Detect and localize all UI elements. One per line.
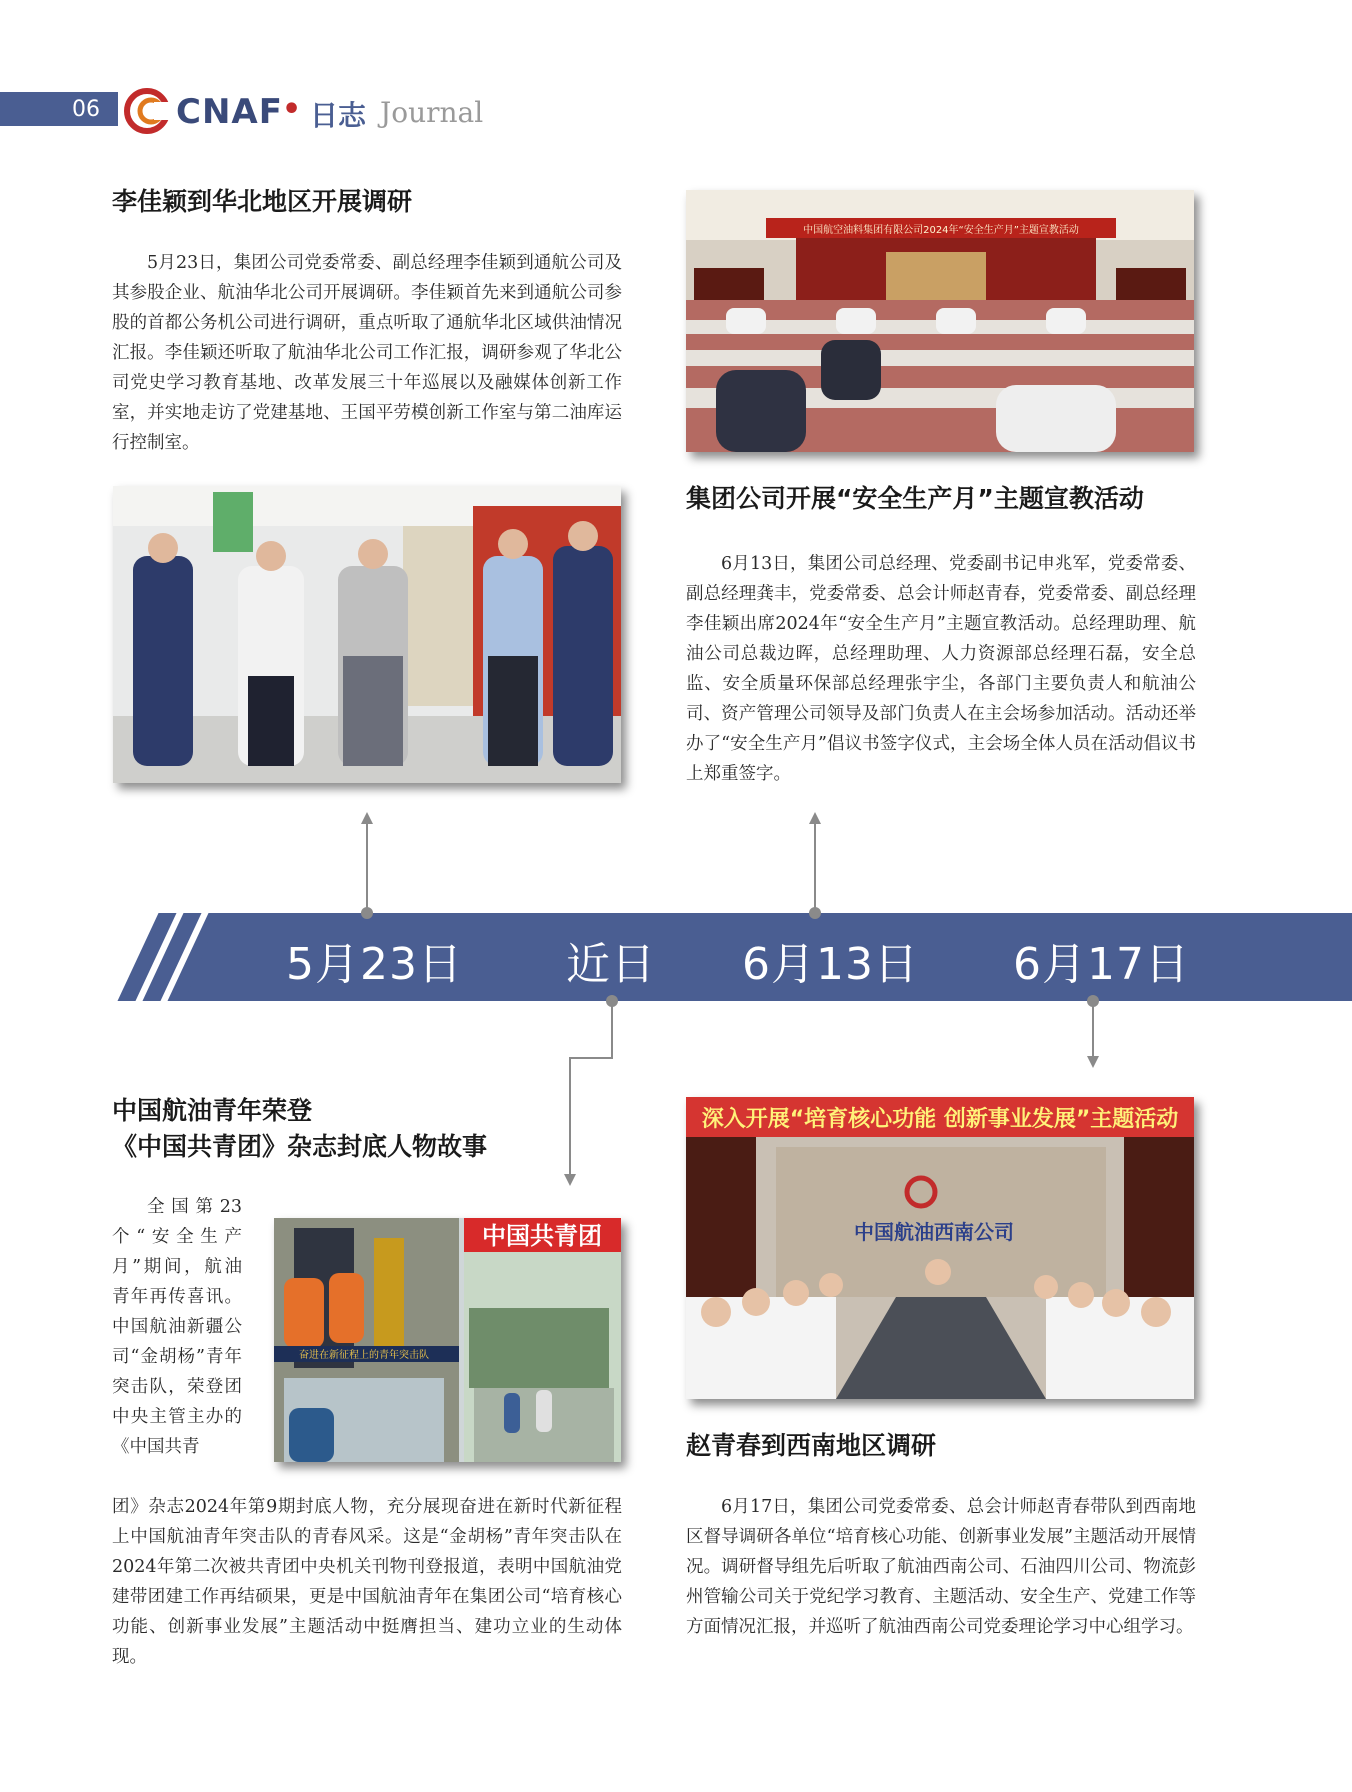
- article-2-body: 6月13日，集团公司总经理、党委副书记申兆军，党委常委、副总经理龚丰，党委常委、总会计师赵青春，党委常委、副总经理李佳颖出席2024年“安全生产月”主题宣教活动。总经理助理、航油公司总裁边晖，总经理助理、人力资源部总经理石磊，安全总监、安全质量环保部总经理张宇尘，各部门主要负责人和航油公司、资产管理公司领导及部门负责人在主会场参加活动。活动还举办了“安全生产月”倡议书签字仪式，主会场全体人员在活动倡议书上郑重签字。: [686, 554, 1196, 784]
- article-3-body-wide: 团》杂志2024年第9期封底人物，充分展现奋进在新时代新征程上中国航油青年突击队的青春风采。这是“金胡杨”青年突击队在2024年第二次被共青团中央机关刊物刊登报道，表明中国航油党建带团建工作再结硕果，更是中国航油青年在集团公司“培育核心功能、创新事业发展”主题活动中挺膺担当、建功立业的生动体现。: [112, 1497, 622, 1667]
- magazine-headline: 奋进在新征程上的青年突击队: [299, 1350, 429, 1361]
- article-3-body-narrow: 全国第23个“安全生产月”期间，航油青年再传喜讯。中国航油新疆公司“金胡杨”青年突击队，荣登团中央主管主办的《中国共青: [112, 1197, 242, 1457]
- article-2-banner-text: 中国航空油料集团有限公司2024年“安全生产月”主题宣教活动: [803, 225, 1079, 236]
- timeline-date-4: 6月17日: [1013, 939, 1190, 990]
- header-separator: •: [282, 92, 302, 127]
- article-3-title-line-2: 《中国共青团》杂志封底人物故事: [112, 1132, 488, 1161]
- article-4-photo: [686, 1097, 1194, 1399]
- article-1-photo: [113, 486, 621, 783]
- brand-name: CNAF: [176, 92, 283, 132]
- page-number: 06: [72, 97, 100, 122]
- article-3-magazine-photo: [274, 1218, 621, 1462]
- article-4-banner-text: 深入开展“培育核心功能 创新事业发展”主题活动: [701, 1107, 1179, 1132]
- timeline-date-1: 5月23日: [286, 939, 463, 990]
- article-1-body: 5月23日，集团公司党委常委、副总经理李佳颖到通航公司及其参股企业、航油华北公司开展调研。李佳颖首先来到通航公司参股的首都公务机公司进行调研，重点听取了通航华北区域供油情况汇报。李佳颖还听取了航油华北公司工作汇报，调研参观了华北公司党史学习教育基地、改革发展三十年巡展以及融媒体创新工作室，并实地走访了党建基地、王国平劳模创新工作室与第二油库运行控制室。: [112, 253, 622, 453]
- section-title-en: Journal: [380, 96, 484, 129]
- timeline-date-2: 近日: [566, 939, 656, 990]
- article-1-title: 李佳颖到华北地区开展调研: [112, 187, 413, 216]
- article-2-photo: [686, 190, 1194, 452]
- section-title-cn: 日志: [310, 99, 367, 132]
- cnaf-logo-icon: [124, 88, 170, 134]
- article-3-title-line-1: 中国航油青年荣登: [112, 1096, 313, 1125]
- article-4-body: 6月17日，集团公司党委常委、总会计师赵青春带队到西南地区督导调研各单位“培育核心功能、创新事业发展”主题活动开展情况。调研督导组先后听取了航油西南公司、石油四川公司、物流彭州管输公司关于党纪学习教育、主题活动、安全生产、党建工作等方面情况汇报，并巡听了航油西南公司党委理论学习中心组学习。: [686, 1497, 1196, 1637]
- article-4-wall-sign: 中国航油西南公司: [854, 1220, 1014, 1244]
- header-page-bar: [0, 92, 118, 126]
- magazine-title: 中国共青团: [482, 1221, 602, 1250]
- timeline-date-3: 6月13日: [742, 939, 919, 990]
- article-2-title: 集团公司开展“安全生产月”主题宣教活动: [686, 484, 1144, 513]
- article-4-title: 赵青春到西南地区调研: [686, 1431, 937, 1460]
